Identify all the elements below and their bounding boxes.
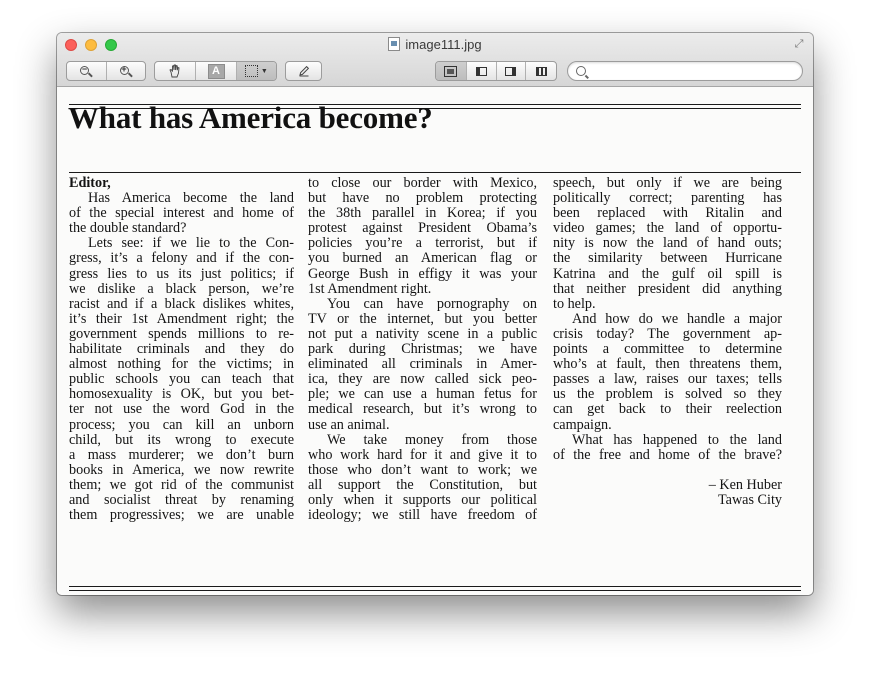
preview-window: [57, 33, 813, 595]
sidebar-icon: [476, 67, 487, 76]
article-line: that neither president did anything: [553, 280, 782, 297]
article-line: it’s their 1st Amendment right; the: [69, 310, 294, 327]
article-line: racist and if a black dislikes whites,: [69, 295, 294, 312]
article-line: public schools you can teach that: [69, 371, 294, 388]
article-line: all support the Constitution, but: [308, 476, 537, 493]
article-line: points a committee to determine: [553, 341, 782, 358]
article-line: not put a nativity scene in a public: [308, 325, 537, 342]
article-line: gress, it’s a felony and if the con-: [69, 250, 294, 267]
article-line: those who don’t want to work; we: [308, 461, 537, 478]
article-line: Has America become the land: [88, 190, 294, 207]
article-line: we dislike a black person, we’re: [69, 280, 294, 297]
article-line: to help.: [553, 295, 596, 312]
article-line: and socialist threat by renaming: [69, 491, 294, 508]
article-line: Katrina and the gulf oil spill is: [553, 265, 782, 282]
chevron-down-icon: ▼: [260, 67, 268, 75]
article-line: child, but its wrong to execute: [69, 431, 294, 448]
rect-select-icon: [245, 65, 258, 77]
selection-tool-button[interactable]: [237, 62, 276, 80]
article-line: [553, 463, 782, 478]
article-line: us the problem is solved so they: [553, 386, 782, 403]
search-field[interactable]: [567, 61, 803, 81]
zoom-control: [66, 61, 146, 81]
article-line: Editor,: [69, 175, 111, 191]
search-input[interactable]: [590, 63, 799, 81]
article-line: them progressives; we are unable: [69, 507, 294, 524]
article-line: them; we got rid of the communist: [69, 476, 294, 493]
article-line: you burned an American flag or: [308, 250, 537, 267]
article-line: ple; we can use a human fetus for: [308, 386, 537, 403]
article-line: speech, but only if we are being: [553, 175, 782, 191]
article-line: ica, they are now called sick peo-: [308, 371, 537, 388]
article-line: been replaced with Ritalin and: [553, 205, 782, 222]
article-line: of the special interest and home of: [69, 205, 294, 222]
title-bar: [57, 33, 813, 87]
article-line: almost nothing for the victims; in: [69, 356, 294, 373]
article-line: only when it supports our political: [308, 491, 537, 508]
article-line: who’s at fault, then threatens them,: [553, 356, 782, 373]
hand-icon: [168, 64, 182, 78]
article-line: We take money from those: [327, 431, 537, 448]
article-line: TV or the internet, but you better: [308, 310, 537, 327]
article-line: You can have pornography on: [327, 295, 537, 312]
article-line: ideology; we still have freedom of: [308, 507, 537, 524]
zoom-in-button[interactable]: [107, 62, 145, 80]
article-line: park during Christmas; we have: [308, 341, 537, 358]
article-line: George Bush in effigy it was your: [308, 265, 537, 282]
article-line: who work hard for it and give it to: [308, 446, 537, 463]
article-line: ter not use the word God in the: [69, 401, 294, 418]
contact-sheet-icon: [536, 67, 547, 76]
article-line: medical research, but it’s wrong to: [308, 401, 537, 418]
headline-rule: [69, 172, 801, 173]
article-line: campaign.: [553, 416, 612, 433]
article-line: can get back to their reelection: [553, 401, 782, 418]
image-file-icon: [388, 37, 400, 51]
article-line: protest against President Obama’s: [308, 220, 537, 237]
annotate-button[interactable]: [285, 61, 322, 81]
article-column-1: [69, 176, 294, 523]
zoom-in-icon: +: [120, 66, 129, 75]
search-icon: [576, 66, 586, 76]
view-thumbnails-button[interactable]: [497, 62, 527, 80]
article-line: Tawas City: [717, 491, 782, 508]
pan-tool-button[interactable]: [155, 62, 196, 80]
article-line: – Ken Huber: [708, 476, 782, 493]
article-line: but have no problem protecting: [308, 190, 537, 207]
article-line: use an animal.: [308, 416, 390, 433]
article-line: the similarity between Hurricane: [553, 250, 782, 267]
article-line: the 38th parallel in Korea; if you: [308, 205, 537, 222]
window-title: image111.jpg: [405, 37, 482, 52]
article-headline: What has America become?: [68, 100, 433, 135]
pencil-icon: [297, 64, 311, 78]
zoom-out-icon: −: [80, 66, 89, 75]
article-column-3: [553, 176, 782, 508]
bottom-rule: [69, 586, 801, 587]
article-line: habilitate criminals and they do: [69, 341, 294, 358]
single-page-icon: [444, 66, 457, 77]
article-line: the double standard?: [69, 220, 187, 237]
text-tool-label: A: [208, 64, 225, 79]
article-line: policies you’re a terrorist, but if: [308, 235, 537, 252]
article-line: politically correct; parenting has: [553, 190, 782, 207]
view-mode-control: [435, 61, 557, 81]
article-line: government spends millions to re-: [69, 325, 294, 342]
article-line: to close our border with Mexico,: [308, 175, 537, 191]
view-sidebar-button[interactable]: [467, 62, 497, 80]
fullscreen-icon[interactable]: ⤢: [794, 38, 804, 50]
article-line: homosexuality is OK, but you bet-: [69, 386, 294, 403]
article-line: passes a law, raises our taxes; tells: [553, 371, 782, 388]
article-line: video games; the land of opportu-: [553, 220, 782, 237]
window-title-area: [57, 37, 813, 53]
article-line: of the free and home of the brave?: [553, 446, 782, 463]
article-line: And how do we handle a major: [572, 310, 782, 327]
article-line: What has happened to the land: [572, 431, 782, 448]
zoom-out-button[interactable]: [67, 62, 107, 80]
article-line: Lets see: if we lie to the Con-: [88, 235, 294, 252]
bottom-rule-double: [69, 590, 801, 591]
article-column-2: [308, 176, 537, 523]
article-line: 1st Amendment right.: [308, 280, 432, 297]
article-line: a mass murderer; we don’t burn: [69, 446, 294, 463]
view-contact-sheet-button[interactable]: [526, 62, 556, 80]
article-line: gress lies to us its just politics; if: [69, 265, 294, 282]
article-line: eliminated all criminals in Amer-: [308, 356, 537, 373]
tool-control: [154, 61, 277, 81]
text-tool-button[interactable]: [196, 62, 236, 80]
view-single-page-button[interactable]: [436, 62, 467, 80]
article-line: books in America, we now rewrite: [69, 461, 294, 478]
article-line: nity is now the land of hand outs;: [553, 235, 782, 252]
thumbnails-icon: [505, 67, 516, 76]
article-line: process; you can kill an unborn: [69, 416, 294, 433]
article-line: crisis today? The government ap-: [553, 325, 782, 342]
